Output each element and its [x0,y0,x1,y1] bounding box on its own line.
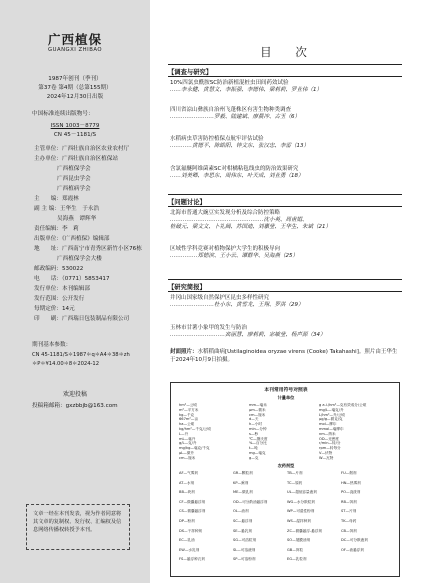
unit-abbreviation: m²—平方米 [179,407,199,412]
formulation-abbreviation: DC—可分散液剂 [341,538,368,543]
section-rule-bottom [168,291,402,292]
journal-pinyin: GUANGXI ZHIBAO [47,47,103,53]
unit-abbreviation: mg/L—毫克/升 [319,407,344,412]
phone: 电 话：（0771）5853417 [34,276,110,282]
unit-abbreviation: s—秒 [249,431,259,436]
formulation-abbreviation: ZC—微囊悬浮-悬浮剂 [287,528,323,533]
article-title: 10%四氯虫酰胺SC防治新植混桩虫田间药效试验 [170,80,289,86]
formulation-abbreviation: TK—母药 [341,519,357,523]
formulation-abbreviation: BB—块剂 [179,490,195,495]
section-heading-briefs: 【研究简报】 [168,284,206,291]
section-rule-top [168,64,402,65]
unit-abbreviation: μg/g—微克/克 [319,417,343,422]
unit-abbreviation: V—伏特 [319,451,333,455]
article-title: 北海市普通大豌豆实发现分析及综合防控策略 [170,210,281,216]
supervisor: 主管单位：广西壮族自治区农业农村厅 [34,146,130,152]
price: 每期定价：14元 [34,306,75,312]
catalog-title: 期刊基本参数： [32,342,72,348]
section-rule-bottom [168,76,402,77]
sponsor-1: 主办单位：广西壮族自治区植保站 [34,156,118,162]
toc-title: 目 次 [260,45,317,59]
deputy-editors-1: 副 主 编：王华生 于永浩 [34,206,100,212]
formulation-abbreviation: WG—水分散粒剂 [287,499,315,504]
welcome-text: 欢迎投稿 [62,391,87,398]
catalog-line-1: CN 45-1181/S＊1987＊q＊A4＊38＊zh [32,352,130,358]
unit-abbreviation: mm—毫米 [249,403,267,407]
article-authors: ……李永健、黄慧文、李振强、李德伟、梁莉莉、罗业伟（1） [170,87,323,93]
formulation-abbreviation: GR—颗粒剂 [233,471,253,475]
formulation-abbreviation: AF—气雾剂 [179,471,198,475]
unit-abbreviation: kg/hm²—千克/公顷 [179,427,211,431]
unit-abbreviation: t—吨 [249,446,258,451]
registration-label: 中国标准连续出版物号： [32,111,94,117]
unit-abbreviation: L—升 [179,431,189,436]
sponsor-4: 广西植病学会 [57,186,91,192]
formulation-abbreviation: OF—油悬浮剂 [341,547,364,552]
section-rule-bottom [168,206,402,207]
printer: 印 刷：广西瑞日包装制品有限公司 [34,316,130,322]
formulation-abbreviation: WS—湿拌种剂 [287,519,311,523]
toc-article[interactable] [170,325,402,339]
article-authors: ……………郑德滨、王小云、谭群华、吴海燕（25） [170,253,298,259]
article-authors: …………………………宾丽慧、廖莉莉、宓敏莹、杨声源（34） [170,332,326,338]
cn-number: CN 45－1181/S [53,132,97,138]
article-authors: ……………………罗毅、陆建斌、廖晨冲、古玉（6） [170,114,301,120]
unit-abbreviation: kg—千克 [179,412,195,417]
unit-abbreviation: mmol—毫摩尔 [319,427,344,431]
article-title: 玉林市甘薯小象甲的发生与防治 [170,325,248,331]
unit-abbreviation: ℃—摄氏度 [249,436,268,441]
article-title: 含氯氟醚阿维菌素SC对柑橘粘毡线虫的防治效果研究 [170,166,299,172]
units-heading: 计量单位 [277,395,295,400]
abbreviation-table [170,382,400,577]
article-title: 区域性学科竞赛对植物保护大学生的积极导向 [170,246,281,252]
unit-abbreviation: g—克 [249,455,259,460]
formulation-abbreviation: SC—悬浮剂 [233,519,253,523]
address-line-2: 广西植保学会大楼 [57,256,102,262]
abbreviation-table-title: 本刊常用符号对照表 [264,388,308,393]
unit-abbreviation: hm²—公顷 [179,403,198,407]
unit-abbreviation: ha—公顷 [179,422,195,427]
publish-date: 2024年12月30日出版 [46,94,104,100]
formulation-abbreviation: FS—悬浮种衣剂 [179,557,205,562]
issn-number: ISSN 1003－8779 [50,123,100,129]
founded-info: 1987年创刊（季刊） [48,76,102,82]
formulation-abbreviation: PO—浇泼剂 [341,490,361,495]
unit-abbreviation: OD—光密度 [319,436,339,441]
formulation-abbreviation: ST—片剂 [341,509,357,514]
toc-article[interactable] [170,246,402,260]
unit-abbreviation: mg—毫克 [249,451,266,455]
formulation-abbreviation: UL—超低容量液剂 [287,490,317,495]
section-heading-discussion: 【问题讨论】 [168,199,206,206]
formulation-abbreviation: RB—饵剂 [341,499,357,504]
article-authors: …………黄德平、陈皓阳、钟文东、张汉忠、李雷（13） [170,143,310,149]
formulation-abbreviation: WP—可湿性粉剂 [287,509,315,514]
unit-abbreviation: g/L—克/升 [179,441,197,446]
toc-article[interactable] [170,136,402,150]
formulation-abbreviation: FU—烟剂 [341,471,357,475]
formulation-abbreviation: SG—可溶粒剂 [233,538,257,543]
unit-abbreviation: μL—微升 [179,451,195,455]
toc-article[interactable] [170,80,402,94]
catalog-line-2: ＊P＊¥14.00＊8＊2024-12 [32,361,100,367]
formulation-abbreviation: TB—片剂 [287,471,303,475]
sponsor-2: 广西植保学会 [57,166,91,172]
toc-article[interactable] [170,210,402,231]
released-by: 发行单位：本刊编辑部 [34,286,90,292]
article-title: 水稻病虫草害防控植保点航牢评估试验 [170,136,264,142]
cover-label: 封面照片： [170,349,198,355]
toc-article[interactable] [170,295,402,309]
formulation-abbreviation: DP—粉剂 [179,519,195,523]
formulation-abbreviation: EG—乳粒剂 [287,557,307,562]
formulation-abbreviation: TC—原药 [287,480,303,485]
unit-abbreviation: mL—毫升 [179,436,196,441]
formulation-abbreviation: ME—微乳剂 [233,490,253,495]
postcode: 邮政编码：530022 [34,266,84,272]
section-rule-top [168,194,402,195]
unit-abbreviation: mol—摩尔 [319,422,337,427]
formulation-abbreviation: GB—饵粒 [287,547,304,552]
unit-abbreviation: g a.i./hm²—克有效成分/公顷 [319,403,367,407]
formulation-abbreviation: AT—水剂 [179,480,195,485]
unit-abbreviation: r/min—转/分 [319,441,341,446]
forms-heading: 农药剂型 [277,463,295,468]
toc-article[interactable] [170,166,402,180]
cover-text: 水稻稻曲病[Ustilaginoidea oryzae virens (Cooke) Takahashi]。照片由王华生于2024年10月9日拍摄。 [170,349,398,363]
address-line-1: 地 址：广西南宁市青秀区新竹小区76栋 [34,246,142,252]
volume-issue: 第37卷 第4期（总第155期） [38,85,112,91]
article-title: 四川省凉山彝族自治州飞蓬株区有害生物种类调查 [170,107,292,113]
cover-caption [170,349,402,364]
unit-abbreviation: nm—纳米 [319,431,336,436]
sponsor-3: 广西昆虫学会 [57,176,91,182]
distribution: 发行范围：公开发行 [34,296,85,302]
article-authors: ……刘美卿、李思东、周伟东、叶天成、刘业勇（18） [170,173,304,179]
formulation-abbreviation: CS—微囊悬浮剂 [179,509,206,514]
editor-in-chief: 主 编：郑霞林 [34,196,79,202]
article-authors: ……………………杜小东、黄雪龙、王翔、罗洪（29） [170,302,304,308]
formulation-abbreviation: HN—热雾剂 [341,480,361,485]
unit-abbreviation: cm—厘米 [179,455,196,460]
toc-article[interactable] [170,107,402,121]
formulation-abbreviation: OD—可分散油悬浮剂 [233,499,268,504]
publisher: 出版单位：《广西植保》编辑部 [34,236,110,242]
formulation-abbreviation: CB—饵剂 [341,528,357,533]
unit-abbreviation: d—天 [249,417,259,422]
formulation-abbreviation: EW—水乳剂 [179,547,200,552]
formulation-abbreviation: DS—干拌种剂 [179,528,203,533]
deputy-editors-2: 吴海燕 谭辉华 [57,216,97,222]
unit-abbreviation: L/hm²—升/公顷 [319,412,346,417]
formulation-abbreviation: EC—乳油 [179,538,195,543]
article-title: 井冈山国家级自然保护区昆虫多样性研究 [170,295,270,301]
responsible-editor: 责任编辑：李 莉 [34,226,79,232]
journal-title: 广西植保 [47,32,102,47]
unit-abbreviation: h—小时 [249,422,263,427]
unit-abbreviation: 667m²—亩 [179,417,198,422]
formulation-abbreviation: CF—微囊悬浮剂 [179,499,206,504]
unit-abbreviation: μm—微米 [249,407,266,412]
unit-abbreviation: min—分钟 [249,427,267,431]
unit-abbreviation: cm—厘米 [249,412,266,417]
section-rule-top [168,279,402,280]
formulation-abbreviation: SP—可溶粉剂 [233,557,256,562]
article-authors: ……………………………………………沈小英、周甫娟、 桩破元、梁文文、卜礼阔、苏国迪、刘嘉莹、王华生、朱斌（21） [170,217,332,230]
formulation-abbreviation: SL—可溶液剂 [233,547,256,552]
formulation-abbreviation: KP—熏剂 [233,480,249,485]
copyright-notice: 文章一经在本刊发表，视为作者同意将其文章的复制权、发行权、汇编权及信息网络传播权转授予本刊。 [26,504,130,550]
formulation-abbreviation: SO—展膜油剂 [287,538,311,543]
formulation-abbreviation: OL—油剂 [233,509,249,514]
unit-abbreviation: %—百分比 [249,441,267,446]
submission-email[interactable]: 投稿箱邮箱：gxzbbjb@163.com [32,403,118,409]
unit-abbreviation: W—瓦特 [319,455,334,460]
formulation-abbreviation: SE—悬乳剂 [233,528,252,533]
section-heading-research: 【调查与研究】 [168,69,213,76]
unit-abbreviation: rpm—转每分 [319,446,341,451]
unit-abbreviation: mg/kg—毫克/千克 [179,446,210,451]
